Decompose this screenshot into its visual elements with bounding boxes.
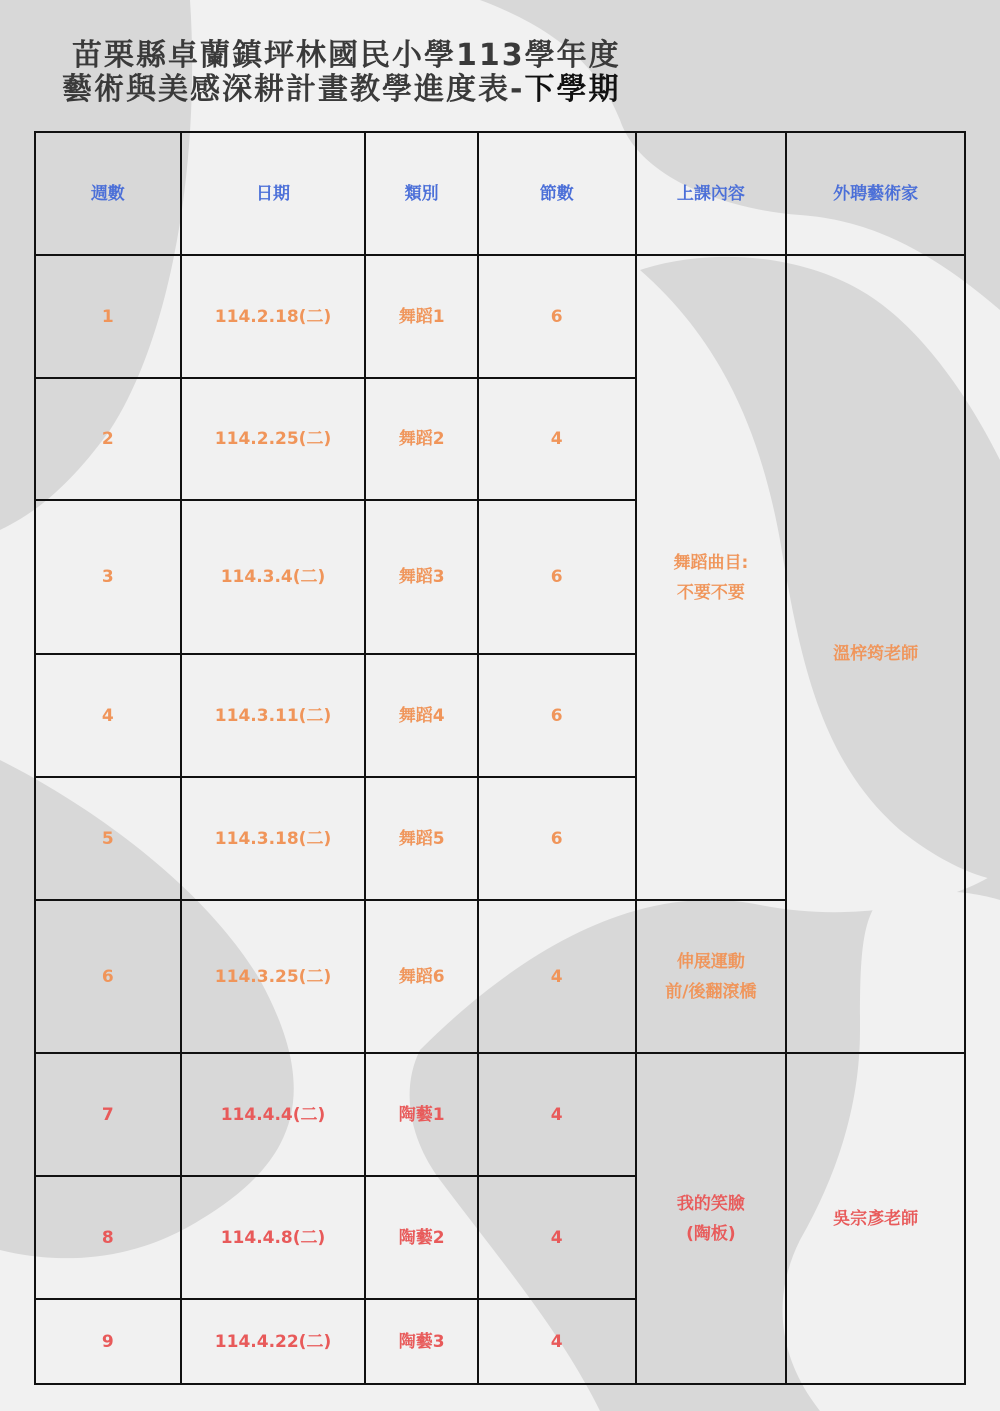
cell-periods: 4 [478, 1176, 636, 1299]
cell-periods: 4 [478, 1299, 636, 1384]
title-line2 [62, 64, 620, 108]
header-category: 類別 [365, 132, 477, 255]
cell-week: 6 [35, 900, 181, 1053]
cell-category: 陶藝2 [365, 1176, 477, 1299]
title-line2-semester: 下學期 [524, 72, 621, 107]
cell-date: 114.4.22(二) [181, 1299, 366, 1384]
cell-date: 114.3.18(二) [181, 777, 366, 900]
header-date: 日期 [181, 132, 366, 255]
cell-category: 舞蹈6 [365, 900, 477, 1053]
cell-date: 114.4.4(二) [181, 1053, 366, 1176]
cell-week: 7 [35, 1053, 181, 1176]
cell-week: 8 [35, 1176, 181, 1299]
cell-week: 9 [35, 1299, 181, 1384]
cell-date: 114.3.4(二) [181, 500, 366, 654]
cell-date: 114.3.11(二) [181, 654, 366, 777]
cell-content-dance: 舞蹈曲目: 不要不要 [636, 255, 787, 900]
title-line2-prefix: 藝術與美感深耕計畫教學進度表- [62, 72, 525, 107]
cell-periods: 6 [478, 255, 636, 378]
cell-category: 舞蹈5 [365, 777, 477, 900]
cell-date: 114.2.18(二) [181, 255, 366, 378]
cell-category: 舞蹈1 [365, 255, 477, 378]
header-content: 上課內容 [636, 132, 787, 255]
cell-content-stretch: 伸展運動 前/後翻滾橋 [636, 900, 787, 1053]
cell-periods: 6 [478, 500, 636, 654]
cell-artist-ceramic: 吳宗彥老師 [786, 1053, 965, 1384]
cell-periods: 6 [478, 777, 636, 900]
schedule-table [34, 131, 966, 1385]
cell-date: 114.2.25(二) [181, 378, 366, 500]
cell-artist-dance: 溫梓筠老師 [786, 255, 965, 1053]
cell-periods: 4 [478, 1053, 636, 1176]
table-row [35, 1053, 965, 1176]
cell-week: 3 [35, 500, 181, 654]
title-line1: 苗栗縣卓蘭鎮坪林國民小學113學年度 [72, 38, 621, 73]
cell-content-ceramic: 我的笑臉 (陶板) [636, 1053, 787, 1384]
header-row [35, 132, 965, 255]
cell-periods: 6 [478, 654, 636, 777]
header-week: 週數 [35, 132, 181, 255]
cell-category: 舞蹈2 [365, 378, 477, 500]
cell-category: 陶藝1 [365, 1053, 477, 1176]
table-row [35, 255, 965, 378]
header-artist: 外聘藝術家 [786, 132, 965, 255]
cell-week: 2 [35, 378, 181, 500]
cell-category: 舞蹈4 [365, 654, 477, 777]
cell-date: 114.4.8(二) [181, 1176, 366, 1299]
header-periods: 節數 [478, 132, 636, 255]
cell-periods: 4 [478, 378, 636, 500]
cell-date: 114.3.25(二) [181, 900, 366, 1053]
cell-periods: 4 [478, 900, 636, 1053]
cell-week: 5 [35, 777, 181, 900]
cell-category: 舞蹈3 [365, 500, 477, 654]
cell-category: 陶藝3 [365, 1299, 477, 1384]
cell-week: 4 [35, 654, 181, 777]
cell-week: 1 [35, 255, 181, 378]
